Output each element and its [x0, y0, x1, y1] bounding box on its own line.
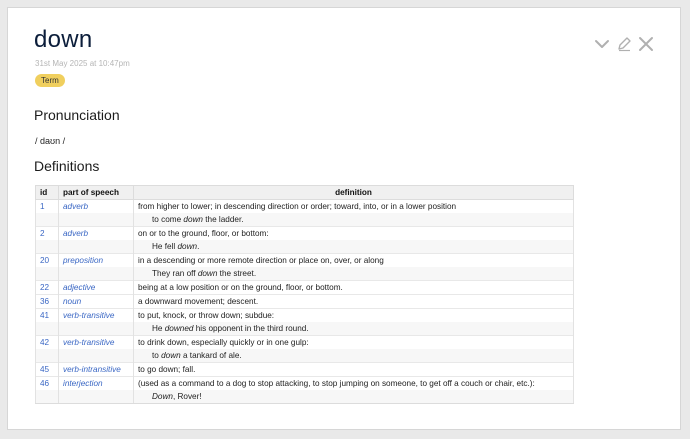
- table-row: [36, 200, 574, 214]
- definition-id[interactable]: 41: [36, 309, 59, 323]
- definition-id[interactable]: 20: [36, 254, 59, 268]
- example-row: [36, 267, 574, 281]
- definition-text: being at a low position or on the ground, floor, or bottom.: [134, 281, 574, 295]
- example-before: He: [152, 323, 165, 333]
- part-of-speech-link[interactable]: verb-transitive: [59, 309, 134, 323]
- part-of-speech-link[interactable]: adverb: [59, 200, 134, 214]
- tiddler-card: [7, 7, 681, 430]
- definition-text: to drink down, especially quickly or in one gulp:: [134, 336, 574, 350]
- definition-id[interactable]: 2: [36, 227, 59, 241]
- definition-text: from higher to lower; in descending direction or order; toward, into, or in a lower position: [134, 200, 574, 214]
- empty-cell: [59, 322, 134, 336]
- definition-text: in a descending or more remote direction or place on, over, or along: [134, 254, 574, 268]
- example-text: [134, 240, 574, 254]
- table-row: [36, 281, 574, 295]
- part-of-speech-link[interactable]: adjective: [59, 281, 134, 295]
- table-row: [36, 336, 574, 350]
- definition-text: (used as a command to a dog to stop attacking, to stop jumping on someone, to get off a couch or chair, etc.):: [134, 377, 574, 391]
- example-after: , Rover!: [172, 391, 202, 401]
- example-after: .: [197, 241, 200, 251]
- empty-cell: [36, 322, 59, 336]
- definitions-table: [35, 185, 574, 404]
- empty-cell: [36, 267, 59, 281]
- toolbar: [594, 36, 654, 52]
- example-text: [134, 267, 574, 281]
- part-of-speech-link[interactable]: preposition: [59, 254, 134, 268]
- definition-id[interactable]: 22: [36, 281, 59, 295]
- table-row: [36, 295, 574, 309]
- part-of-speech-link[interactable]: noun: [59, 295, 134, 309]
- definition-text: to go down; fall.: [134, 363, 574, 377]
- definitions-body: [36, 200, 574, 404]
- empty-cell: [59, 267, 134, 281]
- close-icon[interactable]: [638, 36, 654, 52]
- example-row: [36, 390, 574, 404]
- column-header-id: id: [36, 186, 59, 200]
- example-text: [134, 322, 574, 336]
- example-after: the ladder.: [202, 214, 244, 224]
- example-text: [134, 349, 574, 363]
- example-emphasis: Down: [152, 391, 173, 401]
- example-after: a tankard of ale.: [180, 350, 242, 360]
- definition-id[interactable]: 46: [36, 377, 59, 391]
- empty-cell: [36, 240, 59, 254]
- example-emphasis: down: [183, 214, 203, 224]
- page-title: down: [34, 26, 93, 53]
- example-after: the street.: [217, 268, 257, 278]
- tag-term[interactable]: Term: [35, 74, 65, 87]
- definition-id[interactable]: 1: [36, 200, 59, 214]
- example-before: He fell: [152, 241, 178, 251]
- table-row: [36, 363, 574, 377]
- example-row: [36, 213, 574, 227]
- definition-id[interactable]: 36: [36, 295, 59, 309]
- part-of-speech-link[interactable]: verb-intransitive: [59, 363, 134, 377]
- example-emphasis: downed: [164, 323, 194, 333]
- empty-cell: [36, 213, 59, 227]
- pronunciation-ipa: / daʊn /: [35, 136, 66, 146]
- example-before: to come: [152, 214, 184, 224]
- empty-cell: [59, 240, 134, 254]
- example-emphasis: down: [197, 268, 218, 278]
- part-of-speech-link[interactable]: adverb: [59, 227, 134, 241]
- pencil-icon[interactable]: [616, 36, 632, 52]
- chevron-down-icon[interactable]: [594, 36, 610, 52]
- timestamp: 31st May 2025 at 10:47pm: [35, 59, 130, 68]
- table-row: [36, 309, 574, 323]
- definition-id[interactable]: 42: [36, 336, 59, 350]
- example-text: [134, 390, 574, 404]
- definition-id[interactable]: 45: [36, 363, 59, 377]
- pronunciation-heading: Pronunciation: [34, 107, 120, 123]
- column-header-part-of-speech: part of speech: [59, 186, 134, 200]
- example-row: [36, 349, 574, 363]
- empty-cell: [59, 390, 134, 404]
- part-of-speech-link[interactable]: verb-transitive: [59, 336, 134, 350]
- example-after: his opponent in the third round.: [193, 323, 309, 333]
- example-emphasis: down: [177, 241, 198, 251]
- definitions-heading: Definitions: [34, 158, 100, 174]
- column-header-definition: definition: [134, 186, 574, 200]
- part-of-speech-link[interactable]: interjection: [59, 377, 134, 391]
- example-text: [134, 213, 574, 227]
- definition-text: to put, knock, or throw down; subdue:: [134, 309, 574, 323]
- empty-cell: [36, 390, 59, 404]
- empty-cell: [36, 349, 59, 363]
- example-emphasis: down: [161, 350, 181, 360]
- example-row: [36, 322, 574, 336]
- example-before: to: [152, 350, 162, 360]
- example-before: They ran off: [152, 268, 198, 278]
- empty-cell: [59, 213, 134, 227]
- example-row: [36, 240, 574, 254]
- empty-cell: [59, 349, 134, 363]
- table-row: [36, 254, 574, 268]
- definition-text: on or to the ground, floor, or bottom:: [134, 227, 574, 241]
- table-row: [36, 227, 574, 241]
- table-row: [36, 377, 574, 391]
- definition-text: a downward movement; descent.: [134, 295, 574, 309]
